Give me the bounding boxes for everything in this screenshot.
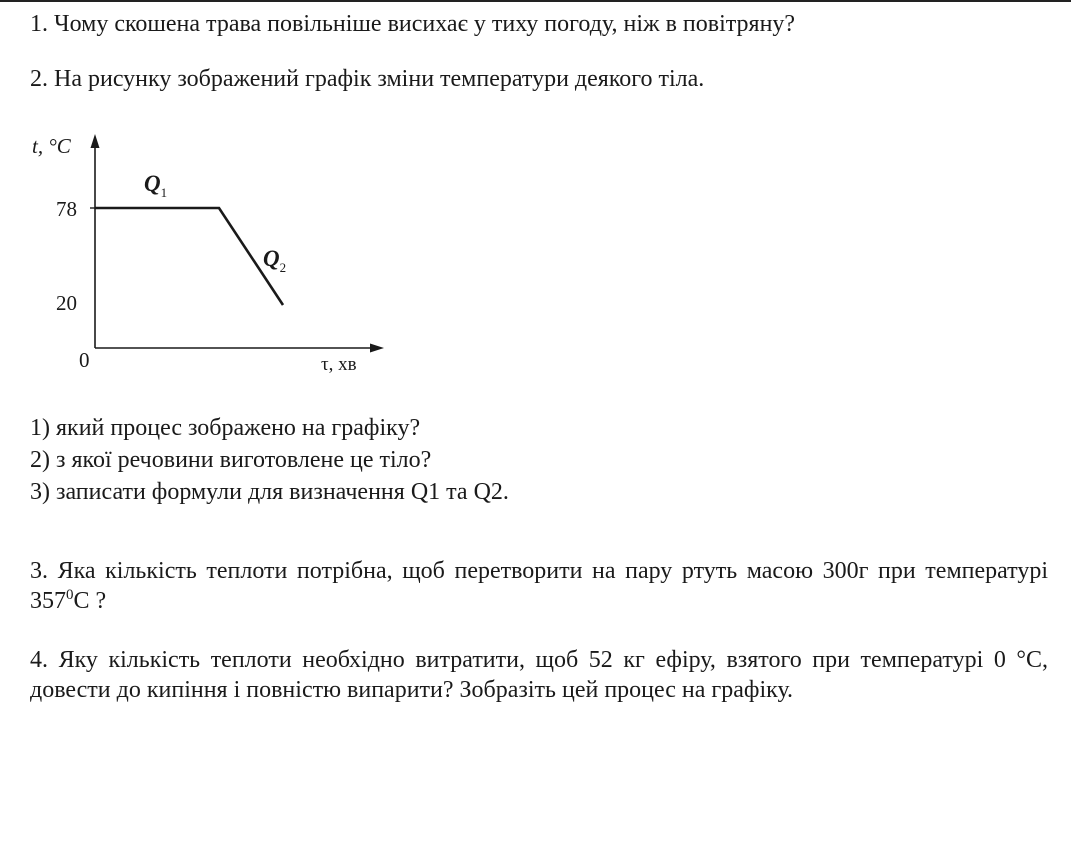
question-3: 3. Яка кількість теплоти потрібна, щоб перетворити на пару ртуть масою 300г при температурі $357^0С$ ? xyxy=(30,558,1048,614)
q2-label: $Q_2$ xyxy=(263,246,287,275)
subquestion-2: 2) з якої речовини виготовлене це тіло? xyxy=(30,447,432,473)
top-rule xyxy=(0,0,1071,2)
temperature-graph xyxy=(20,120,400,390)
y-axis-label: t, °C xyxy=(32,134,71,158)
y-tick-label-20: 20 xyxy=(56,291,77,315)
y-axis-arrow xyxy=(91,134,100,148)
subquestion-1: 1) який процес зображено на графіку? xyxy=(30,415,421,441)
x-axis-label: τ, хв xyxy=(321,354,357,375)
q1-label: $Q_1$ xyxy=(144,171,168,200)
question-2-title: 2. На рисунку зображений графік зміни температури деякого тіла. xyxy=(30,66,705,92)
question-1: 1. Чому скошена трава повільніше висихає у тиху погоду, ніж в повітряну? xyxy=(30,11,796,37)
x-axis-arrow xyxy=(370,344,384,353)
subquestion-3: 3) записати формули для визначення Q1 та Q2. xyxy=(30,479,509,505)
y-tick-label-78: 78 xyxy=(56,197,77,221)
origin-label: 0 xyxy=(79,348,90,372)
question-4: 4. Яку кількість теплоти необхідно витратити, щоб 52 кг ефіру, взятого при температурі 0 °С, довести до кипіння і повністю випарити? Зобразіть цей процес на графіку. xyxy=(30,647,1048,703)
temperature-line xyxy=(95,208,283,305)
